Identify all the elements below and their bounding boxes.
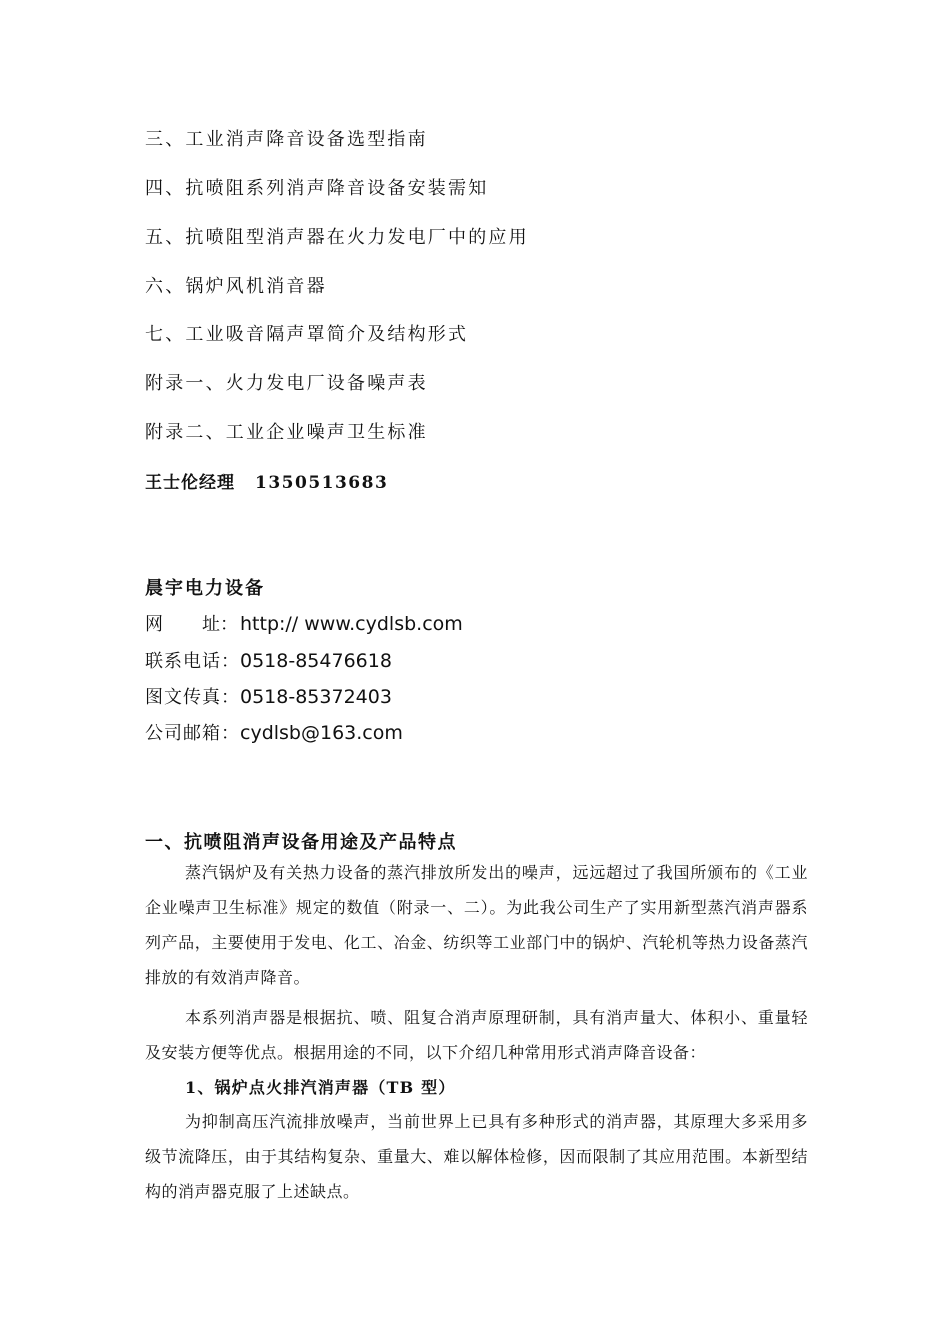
toc-item: 附录二、工业企业噪声卫生标准 — [145, 422, 428, 443]
toc-item: 五、抗喷阻型消声器在火力发电厂中的应用 — [145, 227, 529, 248]
toc-item: 附录一、火力发电厂设备噪声表 — [145, 373, 428, 394]
toc-item: 四、抗喷阻系列消声降音设备安装需知 — [145, 178, 489, 199]
section-title: 一、抗喷阻消声设备用途及产品特点 — [145, 832, 457, 853]
website-row — [145, 610, 463, 636]
paragraph: 本系列消声器是根据抗、喷、阻复合消声原理研制，具有消声量大、体积小、重量轻及安装方便等优点。根据用途的不同，以下介绍几种常用形式消声降音设备： — [145, 1008, 808, 1062]
email-link[interactable]: cydlsb@163.com — [240, 722, 403, 744]
contact-name: 王士伦经理 — [145, 473, 235, 493]
website-label: 网 址： — [145, 614, 238, 635]
company-name: 晨宇电力设备 — [145, 578, 265, 599]
tel-row — [145, 647, 392, 673]
website-link[interactable]: http:// www.cydlsb.com — [240, 613, 463, 635]
subsection-title: 1、锅炉点火排汽消声器（TB 型） — [185, 1078, 456, 1097]
tel-value: 0518-85476618 — [240, 650, 392, 672]
email-label: 公司邮箱： — [145, 723, 240, 744]
toc-item: 六、锅炉风机消音器 — [145, 276, 327, 297]
tel-label: 联系电话： — [145, 651, 240, 672]
email-row — [145, 719, 403, 745]
paragraph: 为抑制高压汽流排放噪声，当前世界上已具有多种形式的消声器，其原理大多采用多级节流降压，由于其结构复杂、重量大、难以解体检修，因而限制了其应用范围。本新型结构的消声器克服了上述缺点。 — [145, 1112, 808, 1201]
fax-label: 图文传真： — [145, 687, 240, 708]
toc-item: 三、工业消声降音设备选型指南 — [145, 129, 428, 150]
contact-phone: 1350513683 — [255, 473, 389, 493]
fax-row — [145, 683, 392, 709]
paragraph: 蒸汽锅炉及有关热力设备的蒸汽排放所发出的噪声，远远超过了我国所颁布的《工业企业噪声卫生标准》规定的数值（附录一、二）。为此我公司生产了实用新型蒸汽消声器系列产品，主要使用于发电、化工、冶金、纺织等工业部门中的锅炉、汽轮机等热力设备蒸汽排放的有效消声降音。 — [145, 863, 808, 987]
fax-value: 0518-85372403 — [240, 686, 392, 708]
contact-person — [145, 468, 388, 493]
toc-item: 七、工业吸音隔声罩简介及结构形式 — [145, 324, 469, 345]
